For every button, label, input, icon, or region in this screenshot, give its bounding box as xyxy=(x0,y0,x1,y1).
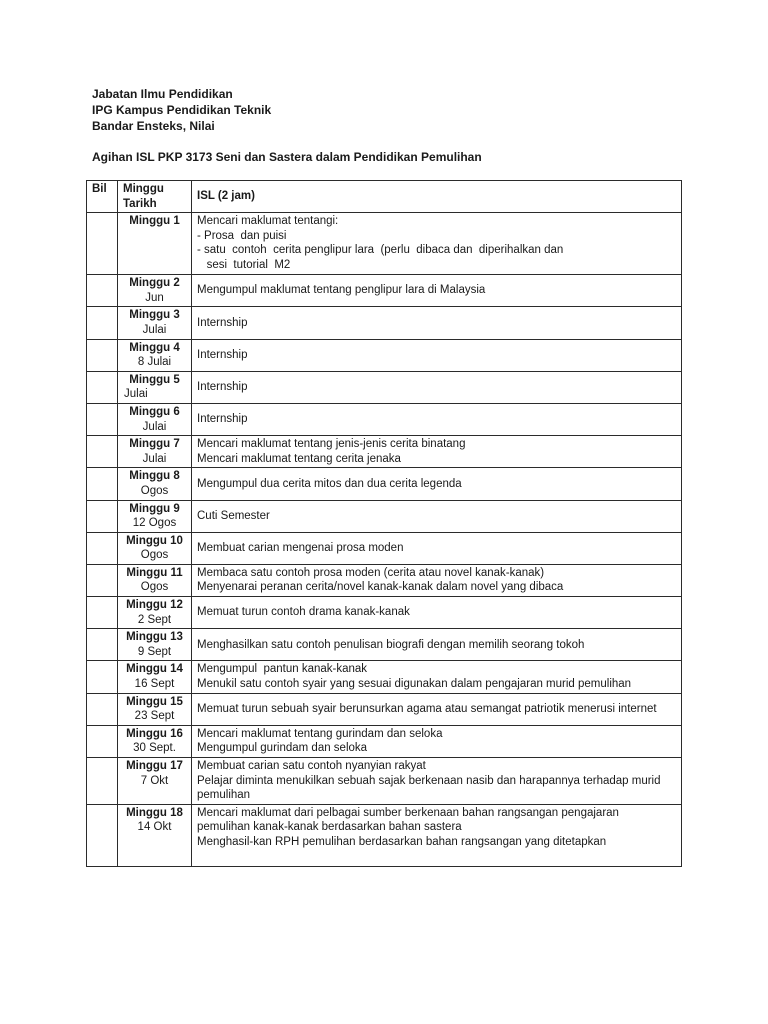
week-number: Minggu 16 xyxy=(126,727,183,740)
isl-activity-line: Mencari maklumat tentang gurindam dan seloka xyxy=(197,727,443,740)
week-date: Julai xyxy=(142,452,167,465)
week-number: Minggu 9 xyxy=(129,502,180,515)
bil-cell xyxy=(87,693,118,725)
week-date: 30 Sept. xyxy=(133,742,176,755)
week-cell xyxy=(118,468,192,500)
department-header xyxy=(92,86,271,134)
week-number: Minggu 13 xyxy=(126,631,183,644)
isl-activity-line: Memuat turun contoh drama kanak-kanak xyxy=(197,606,410,619)
bil-cell xyxy=(87,339,118,371)
week-number: Minggu 8 xyxy=(129,470,180,483)
bil-cell xyxy=(87,307,118,339)
week-date: 2 Sept xyxy=(137,613,172,626)
isl-cell xyxy=(192,403,682,435)
week-number: Minggu 14 xyxy=(126,663,183,676)
bil-cell xyxy=(87,403,118,435)
week-cell xyxy=(118,629,192,661)
bil-cell xyxy=(87,275,118,307)
table-row xyxy=(87,500,682,532)
isl-activity-line: Mencari maklumat tentangi: xyxy=(197,215,339,228)
week-date: 12 Ogos xyxy=(132,517,177,530)
table-row xyxy=(87,468,682,500)
week-number: Minggu 2 xyxy=(129,277,180,290)
week-cell xyxy=(118,725,192,757)
isl-cell xyxy=(192,597,682,629)
week-date: Ogos xyxy=(140,484,169,497)
isl-activity-line: Internship xyxy=(197,413,248,426)
isl-activity-line: Mencari maklumat tentang jenis-jenis cerita binatang xyxy=(197,438,466,451)
isl-cell xyxy=(192,213,682,275)
table-row xyxy=(87,436,682,468)
bil-cell xyxy=(87,532,118,564)
week-cell xyxy=(118,564,192,596)
isl-cell xyxy=(192,500,682,532)
isl-cell xyxy=(192,725,682,757)
isl-cell xyxy=(192,758,682,805)
header-minggu: Minggu xyxy=(123,183,164,195)
isl-activity-line: Membaca satu contoh prosa moden (cerita atau novel kanak-kanak) xyxy=(197,566,545,579)
week-number: Minggu 6 xyxy=(129,405,180,418)
table-body xyxy=(87,181,682,867)
table-row xyxy=(87,339,682,371)
week-date: Julai xyxy=(142,420,167,433)
isl-activity-line: Internship xyxy=(197,316,248,329)
header-department: Jabatan Ilmu Pendidikan xyxy=(92,87,233,101)
isl-activity-line: Menghasil-kan RPH pemulihan berdasarkan bahan rangsangan yang ditetapkan xyxy=(197,835,607,848)
table-header-row xyxy=(87,181,682,213)
week-cell xyxy=(118,532,192,564)
week-cell xyxy=(118,307,192,339)
week-cell xyxy=(118,500,192,532)
bil-cell xyxy=(87,500,118,532)
isl-activity-line: Mengumpul dua cerita mitos dan dua cerita legenda xyxy=(197,477,462,490)
week-cell xyxy=(118,403,192,435)
week-date: Ogos xyxy=(140,549,169,562)
isl-cell xyxy=(192,468,682,500)
bil-cell xyxy=(87,213,118,275)
week-number: Minggu 3 xyxy=(129,309,180,322)
isl-activity-line: Memuat turun sebuah syair berunsurkan agama atau semangat patriotik menerusi internet xyxy=(197,702,657,715)
week-cell xyxy=(118,661,192,693)
isl-activity-line: Internship xyxy=(197,348,248,361)
week-number: Minggu 15 xyxy=(126,695,183,708)
bil-cell xyxy=(87,758,118,805)
isl-activity-line: pemulihan kanak-kanak berdasarkan bahan sastera xyxy=(197,821,462,834)
isl-cell xyxy=(192,693,682,725)
week-number: Minggu 5 xyxy=(129,373,180,386)
week-number: Minggu 11 xyxy=(126,566,183,579)
isl-activity-line: Mengumpul maklumat tentang penglipur lara di Malaysia xyxy=(197,284,486,297)
week-date: 16 Sept xyxy=(134,678,175,691)
isl-cell xyxy=(192,629,682,661)
table-row xyxy=(87,597,682,629)
isl-activity-line: Pelajar diminta menukilkan sebuah sajak berkenaan nasib dan harapannya terhadap murid xyxy=(197,774,661,787)
header-bil: Bil xyxy=(87,181,118,213)
table-row xyxy=(87,629,682,661)
isl-activity-line: sesi tutorial M2 xyxy=(197,258,291,271)
isl-cell xyxy=(192,339,682,371)
week-date: 14 Okt xyxy=(137,821,172,834)
document-title: Agihan ISL PKP 3173 Seni dan Sastera dalam Pendidikan Pemulihan xyxy=(92,150,482,164)
table-row xyxy=(87,804,682,866)
bil-cell xyxy=(87,436,118,468)
isl-cell xyxy=(192,564,682,596)
isl-activity-line: Membuat carian mengenai prosa moden xyxy=(197,541,404,554)
isl-cell xyxy=(192,804,682,866)
week-number: Minggu 7 xyxy=(129,438,180,451)
week-cell xyxy=(118,213,192,275)
bil-cell xyxy=(87,804,118,866)
table-row xyxy=(87,403,682,435)
week-date: Ogos xyxy=(140,581,169,594)
table-row xyxy=(87,661,682,693)
table-row xyxy=(87,371,682,403)
bil-cell xyxy=(87,629,118,661)
week-cell xyxy=(118,371,192,403)
isl-cell xyxy=(192,661,682,693)
isl-activity-line: Mencari maklumat tentang cerita jenaka xyxy=(197,452,401,465)
header-campus: IPG Kampus Pendidikan Teknik xyxy=(92,103,272,117)
week-date: 8 Julai xyxy=(137,356,172,369)
header-isl: ISL (2 jam) xyxy=(192,181,682,213)
isl-activity-line: Internship xyxy=(197,381,248,394)
isl-cell xyxy=(192,307,682,339)
isl-activity-line: Mengumpul pantun kanak-kanak xyxy=(197,663,368,676)
table-row xyxy=(87,564,682,596)
table-row xyxy=(87,213,682,275)
isl-activity-line: Mengumpul gurindam dan seloka xyxy=(197,742,368,755)
week-date: 23 Sept xyxy=(134,710,175,723)
bil-cell xyxy=(87,468,118,500)
bil-cell xyxy=(87,661,118,693)
week-date: Julai xyxy=(142,323,167,336)
isl-cell xyxy=(192,532,682,564)
header-location: Bandar Ensteks, Nilai xyxy=(92,119,215,133)
bil-cell xyxy=(87,371,118,403)
isl-cell xyxy=(192,275,682,307)
week-cell xyxy=(118,436,192,468)
isl-activity-line: Menukil satu contoh syair yang sesuai digunakan dalam pengajaran murid pemulihan xyxy=(197,678,632,691)
week-number: Minggu 17 xyxy=(126,760,183,772)
week-date: 9 Sept xyxy=(137,645,172,658)
table-row xyxy=(87,758,682,805)
week-cell xyxy=(118,597,192,629)
bil-cell xyxy=(87,564,118,596)
table-row xyxy=(87,307,682,339)
table-row xyxy=(87,693,682,725)
isl-activity-line: Menyenarai peranan cerita/novel kanak-kanak dalam novel yang dibaca xyxy=(197,581,564,594)
table-row xyxy=(87,275,682,307)
week-date: Julai xyxy=(124,388,148,401)
isl-activity-line: - satu contoh cerita penglipur lara (perlu dibaca dan diperihalkan dan xyxy=(197,244,564,257)
isl-cell xyxy=(192,436,682,468)
header-minggu-tarikh xyxy=(118,181,192,213)
week-date: 7 Okt xyxy=(140,774,169,787)
isl-cell xyxy=(192,371,682,403)
week-cell xyxy=(118,804,192,866)
week-cell xyxy=(118,275,192,307)
isl-activity-line: - Prosa dan puisi xyxy=(197,229,287,242)
table-row xyxy=(87,532,682,564)
isl-activity-line: Mencari maklumat dari pelbagai sumber berkenaan bahan rangsangan pengajaran xyxy=(197,806,619,819)
week-cell xyxy=(118,693,192,725)
isl-activity-line: Cuti Semester xyxy=(197,509,270,522)
isl-activity-line: pemulihan xyxy=(197,789,251,802)
week-number: Minggu 4 xyxy=(129,341,180,354)
week-number: Minggu 12 xyxy=(126,599,183,612)
week-date: Jun xyxy=(145,291,164,304)
week-cell xyxy=(118,339,192,371)
bil-cell xyxy=(87,597,118,629)
isl-schedule-table xyxy=(86,180,682,867)
header-tarikh: Tarikh xyxy=(123,197,157,210)
week-number: Minggu 1 xyxy=(129,215,180,228)
isl-activity-line: Membuat carian satu contoh nyanyian rakyat xyxy=(197,760,426,772)
bil-cell xyxy=(87,725,118,757)
week-number: Minggu 10 xyxy=(126,534,183,547)
table-row xyxy=(87,725,682,757)
isl-activity-line: Menghasilkan satu contoh penulisan biografi dengan memilih seorang tokoh xyxy=(197,638,585,651)
week-number: Minggu 18 xyxy=(126,806,183,819)
week-cell xyxy=(118,758,192,805)
